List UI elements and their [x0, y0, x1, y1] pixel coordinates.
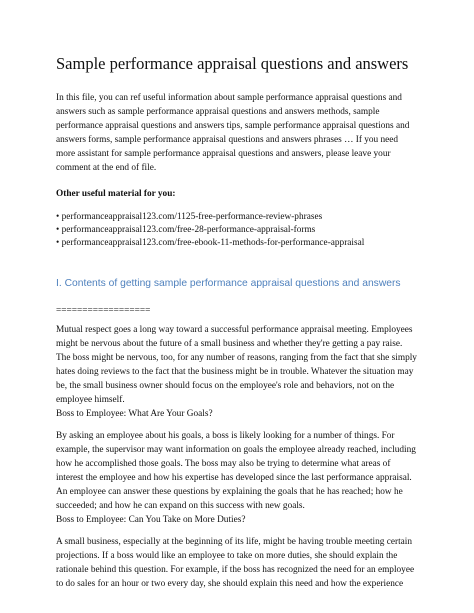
- useful-link[interactable]: • performanceappraisal123.com/free-28-performance-appraisal-forms: [56, 225, 316, 235]
- body-paragraph-2: [56, 429, 426, 527]
- body-line: Boss to Employee: What Are Your Goals?: [56, 409, 213, 419]
- intro-line: performance appraisal questions and answers tips, sample performance appraisal questions and: [56, 121, 410, 131]
- useful-link[interactable]: • performanceappraisal123.com/free-ebook-11-methods-for-performance-appraisal: [56, 238, 365, 248]
- paragraph-gap: [56, 421, 426, 429]
- intro-paragraph: [56, 91, 426, 175]
- intro-line: answers such as sample performance appraisal questions and answers methods, sample: [56, 107, 380, 117]
- intro-line: answers forms, sample performance appraisal questions and answers phrases … If you need: [56, 135, 399, 145]
- intro-line: comment at the end of file.: [56, 163, 157, 173]
- body-line: interest the employee and how his expertise has developed since the last performance appraisal.: [56, 473, 412, 483]
- paragraph-gap: [56, 527, 426, 535]
- document-title: Sample performance appraisal questions and answers: [56, 54, 409, 73]
- document-page: [56, 54, 426, 591]
- intro-line: more assistant for sample performance appraisal questions and answers, please leave your: [56, 149, 391, 159]
- useful-material-heading: Other useful material for you:: [56, 189, 176, 199]
- body-line: hates doing reviews to the fact that the business might be in trouble. Whatever the situation may: [56, 367, 414, 377]
- body-line: By asking an employee about his goals, a boss is likely looking for a number of things. For: [56, 431, 395, 441]
- body-line: succeeded; and how he can expand on this success with new goals.: [56, 501, 305, 511]
- body-line: rationale behind this question. For example, if the boss has recognized the need for an employee: [56, 565, 415, 575]
- body-line: might be nervous about the future of a small business and whether they're getting a pay raise.: [56, 339, 403, 349]
- body-line: be, the small business owner should focus on the employee's role and behaviors, not on the: [56, 381, 395, 391]
- body-line: The boss might be nervous, too, for any number of reasons, ranging from the fact that she simply: [56, 353, 417, 363]
- body-line: Mutual respect goes a long way toward a successful performance appraisal meeting. Employees: [56, 325, 413, 335]
- body-line: to do sales for an hour or two every day, she should explain this need and how the experience: [56, 579, 404, 589]
- section-heading: I. Contents of getting sample performance appraisal questions and answers: [56, 278, 401, 289]
- body-line: projections. If a boss would like an employee to take on more duties, she should explain the: [56, 551, 398, 561]
- body-line: An employee can answer these questions by explaining the goals that he has reached; how he: [56, 487, 403, 497]
- intro-line: In this file, you can ref useful information about sample performance appraisal questions and: [56, 93, 402, 103]
- body-paragraph-3: [56, 535, 426, 591]
- body-line: example, the supervisor may want information on goals the employee already reached, including: [56, 445, 416, 455]
- body-line: how he accomplished those goals. The boss may also be trying to determine what areas of: [56, 459, 391, 469]
- body-line: employee himself.: [56, 395, 125, 405]
- separator-line: ==================: [56, 306, 151, 316]
- body-line: A small business, especially at the beginning of its life, might be having trouble meeting certain: [56, 537, 413, 547]
- useful-links-list: [56, 211, 426, 250]
- useful-link[interactable]: • performanceappraisal123.com/1125-free-performance-review-phrases: [56, 212, 323, 222]
- body-paragraph-1: [56, 323, 426, 421]
- body-line: Boss to Employee: Can You Take on More Duties?: [56, 515, 246, 525]
